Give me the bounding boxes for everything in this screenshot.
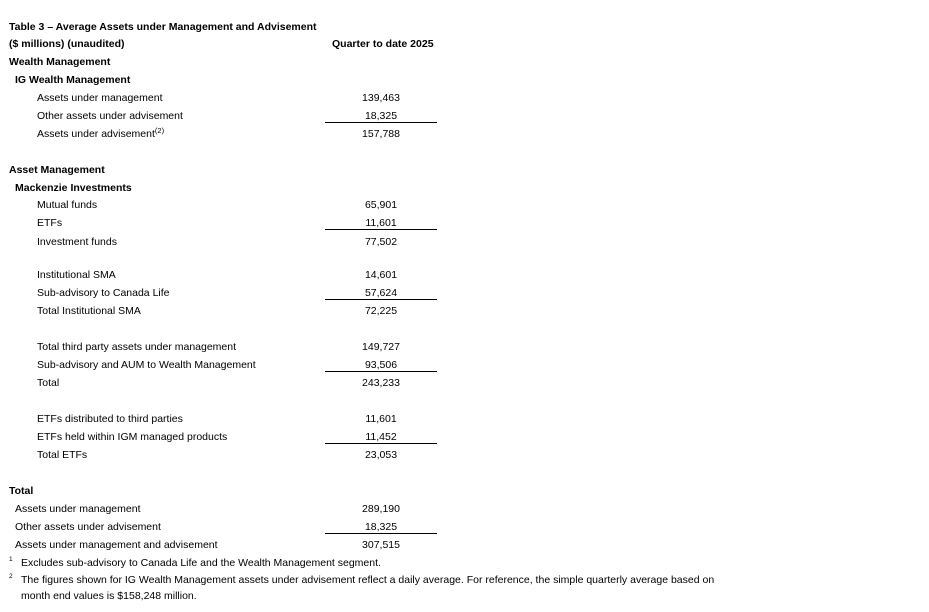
row-value: 23,053 [364, 449, 398, 461]
row-value: 57,624 [325, 287, 437, 300]
row-value: 14,601 [364, 269, 398, 281]
row-label: Assets under advisement$^{(2)}$ [37, 126, 165, 140]
row-value: 307,515 [362, 539, 400, 551]
row-value: 243,233 [362, 377, 400, 389]
row-label: Mutual funds [37, 199, 98, 211]
footnote-mark: 1 [9, 556, 13, 563]
row-value: 18,325 [325, 521, 437, 534]
row-label: Sub-advisory to Canada Life [37, 287, 170, 299]
subsection-mackenzie: Mackenzie Investments [15, 182, 132, 194]
row-value: 93,506 [325, 359, 437, 372]
table-title: Table 3 – Average Assets under Management and Advisement [9, 21, 317, 33]
row-value: 289,190 [362, 503, 400, 515]
section-heading-total: Total [9, 485, 34, 497]
footnote-text: The figures shown for IG Wealth Management assets under advisement reflect a daily average. For reference, the simple quarterly average based on [21, 574, 715, 586]
row-value: 65,901 [364, 199, 398, 211]
row-label: Assets under management and advisement [15, 539, 218, 551]
row-value: 11,601 [325, 217, 437, 230]
row-value: 11,601 [365, 413, 397, 425]
row-label: Assets under management [37, 92, 163, 104]
row-value: 149,727 [362, 341, 400, 353]
row-value: 72,225 [364, 305, 398, 317]
subsection-ig-wealth: IG Wealth Management [15, 74, 131, 86]
row-label: Total Institutional SMA [37, 305, 141, 317]
footnote-text-continued: month end values is $158,248 million. [21, 590, 197, 602]
footnote-ref: (2) [154, 126, 165, 135]
row-label: Assets under management [15, 503, 141, 515]
section-heading-asset: Asset Management [9, 164, 105, 176]
row-value: 157,788 [362, 128, 400, 140]
row-value: 139,463 [362, 92, 400, 104]
row-value: 11,452 [325, 431, 437, 444]
column-header: Quarter to date 2025 [332, 38, 434, 50]
footnote-mark: 2 [9, 573, 13, 580]
row-label: Investment funds [37, 236, 117, 248]
section-heading-wealth: Wealth Management [9, 56, 111, 68]
row-label: Sub-advisory and AUM to Wealth Management [37, 359, 256, 371]
row-label: Institutional SMA [37, 269, 116, 281]
row-label: Total third party assets under management [37, 341, 237, 353]
row-label: Total [37, 377, 60, 389]
footnote-text: Excludes sub-advisory to Canada Life and the Wealth Management segment. [21, 557, 381, 569]
row-label: ETFs held within IGM managed products [37, 431, 228, 443]
row-label: ETFs distributed to third parties [37, 413, 183, 425]
row-label: Other assets under advisement [15, 521, 161, 533]
row-label: Other assets under advisement [37, 110, 183, 122]
row-label: Total ETFs [37, 449, 88, 461]
units-label: ($ millions) (unaudited) [9, 38, 125, 50]
row-label: ETFs [37, 217, 63, 229]
row-value: 18,325 [325, 110, 437, 123]
row-value: 77,502 [364, 236, 398, 248]
